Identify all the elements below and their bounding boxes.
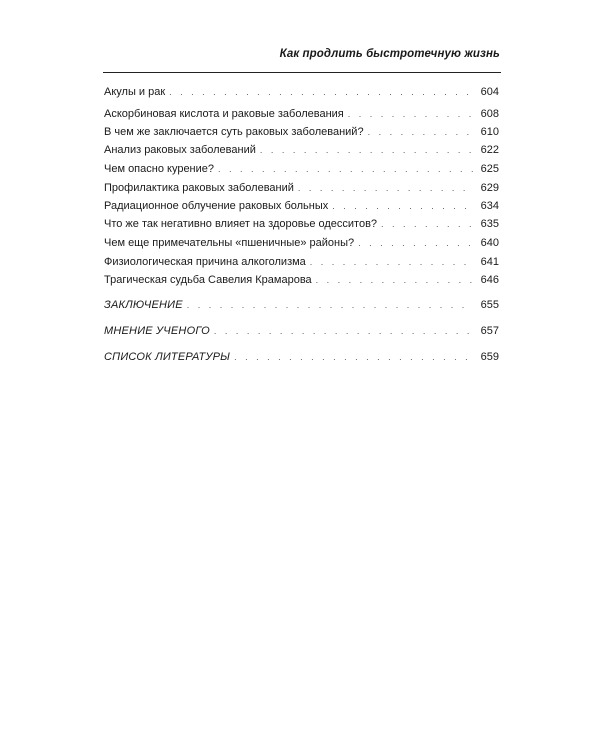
toc-entry-page: 622	[480, 144, 499, 156]
toc-entry-page: 634	[480, 200, 499, 212]
toc-entry[interactable]	[104, 199, 499, 213]
toc-entry-title: Аскорбиновая кислота и раковые заболевания	[104, 108, 344, 120]
dot-leader	[368, 125, 473, 139]
toc-section-title: МНЕНИЕ УЧЕНОГО	[104, 325, 210, 337]
running-header: Как продлить быстротечную жизнь	[279, 48, 500, 60]
dot-leader	[234, 350, 473, 364]
toc-entry-title: В чем же заключается суть раковых заболеваний?	[104, 126, 364, 138]
toc-entry-page: 625	[480, 163, 499, 175]
toc-section-page: 655	[480, 299, 499, 311]
toc-section-title: СПИСОК ЛИТЕРАТУРЫ	[104, 351, 231, 363]
toc-entry-title: Физиологическая причина алкоголизма	[104, 256, 306, 268]
toc-section-page: 659	[480, 351, 499, 363]
toc-entry-title: Профилактика раковых заболеваний	[104, 182, 294, 194]
toc-section[interactable]	[104, 298, 499, 312]
dot-leader	[310, 255, 473, 269]
toc-entry-title: Что же так негативно влияет на здоровье одесситов?	[104, 218, 378, 230]
toc-section-page: 657	[480, 325, 499, 337]
dot-leader	[358, 236, 473, 250]
toc-entry-page: 635	[480, 218, 499, 230]
dot-leader	[316, 273, 473, 287]
toc-entry[interactable]	[104, 85, 499, 99]
toc-entry-page: 640	[480, 237, 499, 249]
toc-entry[interactable]	[104, 143, 499, 157]
dot-leader	[169, 85, 473, 99]
dot-leader	[187, 298, 473, 312]
toc-entry-title: Чем еще примечательны «пшеничные» районы?	[104, 237, 355, 249]
header-rule	[103, 72, 501, 73]
toc-entry[interactable]	[104, 181, 499, 195]
toc-entry[interactable]	[104, 107, 499, 121]
toc-entry[interactable]	[104, 255, 499, 269]
toc-entry-title: Чем опасно курение?	[104, 163, 215, 175]
toc-entry-title: Анализ раковых заболеваний	[104, 144, 256, 156]
dot-leader	[214, 324, 473, 338]
dot-leader	[332, 199, 473, 213]
toc-entry-title: Трагическая судьба Савелия Крамарова	[104, 274, 312, 286]
toc-section-title: ЗАКЛЮЧЕНИЕ	[104, 299, 183, 311]
toc-section[interactable]	[104, 324, 499, 338]
toc-entry-page: 629	[480, 182, 499, 194]
toc-entry[interactable]	[104, 236, 499, 250]
toc-entry-page: 641	[480, 256, 499, 268]
dot-leader	[381, 217, 473, 231]
toc-entry-page: 608	[480, 108, 499, 120]
toc-entry-title: Радиационное облучение раковых больных	[104, 200, 329, 212]
toc-entry-page: 610	[480, 126, 499, 138]
toc-entry[interactable]	[104, 125, 499, 139]
toc-entry[interactable]	[104, 217, 499, 231]
dot-leader	[260, 143, 473, 157]
dot-leader	[348, 107, 473, 121]
toc-entry-title: Акулы и рак	[104, 86, 166, 98]
dot-leader	[298, 181, 473, 195]
toc-entry[interactable]	[104, 162, 499, 176]
toc-entry-page: 604	[480, 86, 499, 98]
toc-entry-page: 646	[480, 274, 499, 286]
toc-section[interactable]	[104, 350, 499, 364]
dot-leader	[218, 162, 473, 176]
toc-entry[interactable]	[104, 273, 499, 287]
